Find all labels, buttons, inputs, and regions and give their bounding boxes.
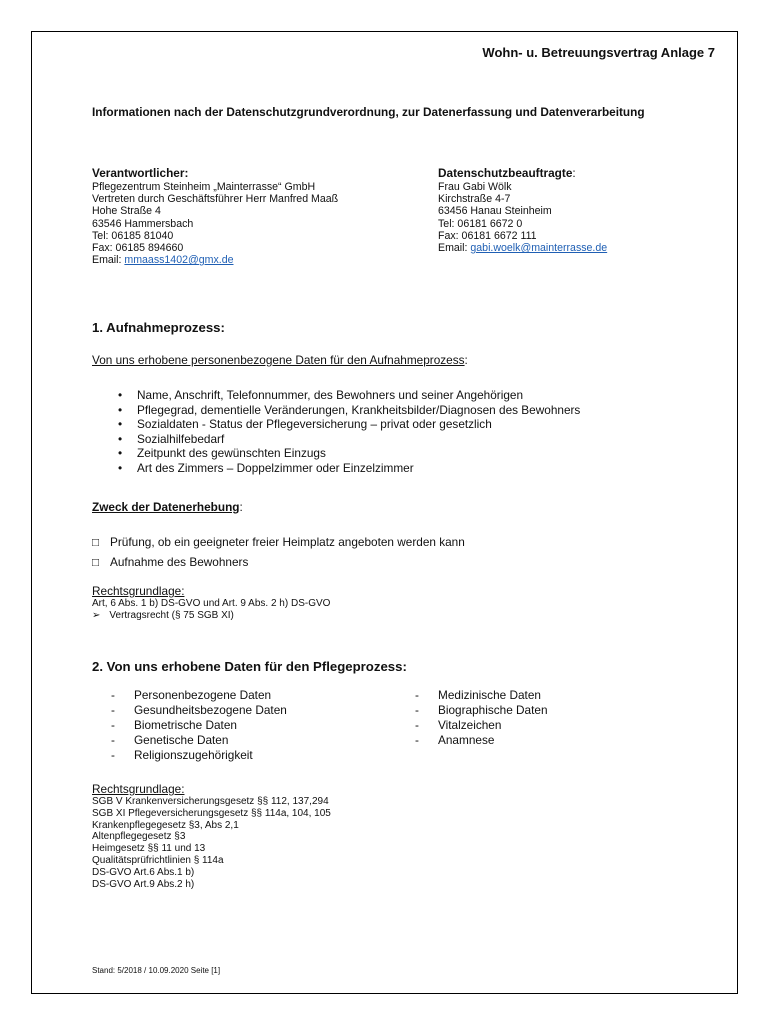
section1-bullet-list bbox=[92, 388, 580, 476]
legal-line: Altenpflegegesetz §3 bbox=[92, 831, 186, 843]
list-item bbox=[92, 461, 580, 476]
dash-icon: - bbox=[415, 733, 419, 747]
bullet-icon: • bbox=[118, 388, 123, 402]
dpo-line: 63456 Hanau Steinheim bbox=[438, 205, 552, 218]
data-category: Vitalzeichen bbox=[438, 718, 502, 732]
list-item bbox=[92, 718, 287, 733]
responsible-email-link[interactable]: mmaass1402@gmx.de bbox=[124, 254, 234, 267]
section2-heading: 2. Von uns erhobene Daten für den Pflegeprozess: bbox=[92, 659, 407, 674]
list-item bbox=[92, 688, 287, 703]
bullet-text: Pflegegrad, dementielle Veränderungen, Krankheitsbilder/Diagnosen des Bewohners bbox=[137, 402, 581, 417]
dpo-line: Fax: 06181 6672 111 bbox=[438, 229, 537, 242]
section1-subtitle-row bbox=[92, 353, 468, 367]
document-title: Wohn- u. Betreuungsvertrag Anlage 7 bbox=[482, 45, 715, 60]
data-category: Biographische Daten bbox=[438, 703, 548, 717]
responsible-line: Hohe Straße 4 bbox=[92, 205, 161, 218]
dpo-line: Tel: 06181 6672 0 bbox=[438, 217, 523, 230]
contract-line bbox=[92, 610, 330, 622]
dash-icon: - bbox=[111, 748, 115, 762]
dpo-email-row bbox=[438, 242, 607, 254]
dash-icon: - bbox=[111, 718, 115, 732]
legal-line: Qualitätsprüfrichtlinien § 114a bbox=[92, 854, 224, 866]
section1-subtitle: Von uns erhobene personenbezogene Daten für den Aufnahmeprozess bbox=[92, 353, 465, 367]
purpose-item bbox=[92, 532, 465, 552]
data-category: Personenbezogene Daten bbox=[134, 688, 272, 702]
dpo-line: Frau Gabi Wölk bbox=[438, 181, 512, 193]
bullet-icon: • bbox=[118, 431, 123, 446]
section2-right-list bbox=[396, 688, 548, 748]
responsible-line: Vertreten durch Geschäftsführer Herr Manfred Maaß bbox=[92, 193, 339, 206]
list-item bbox=[92, 432, 580, 447]
section1-legal-line: Art, 6 Abs. 1 b) DS-GVO und Art. 9 Abs. 2 h) DS-GVO bbox=[92, 598, 331, 609]
section2-legal-block bbox=[92, 782, 331, 890]
list-item bbox=[92, 403, 580, 418]
list-item bbox=[92, 388, 580, 403]
section1-subtitle-colon: : bbox=[464, 353, 468, 367]
checkbox-icon: □ bbox=[92, 555, 100, 569]
data-category: Medizinische Daten bbox=[438, 688, 541, 702]
bullet-text: Sozialhilfebedarf bbox=[137, 431, 225, 446]
list-item bbox=[92, 748, 287, 763]
section1-legal-block bbox=[92, 584, 330, 622]
purpose-heading-colon: : bbox=[239, 500, 243, 514]
list-item bbox=[396, 718, 548, 733]
responsible-email-label: Email: bbox=[92, 254, 125, 267]
dash-icon: - bbox=[415, 688, 419, 702]
purpose-list bbox=[92, 532, 465, 572]
dash-icon: - bbox=[111, 703, 115, 717]
section2-left-list bbox=[92, 688, 287, 763]
dpo-block bbox=[438, 166, 607, 254]
contract-text: Vertragsrecht (§ 75 SGB XI) bbox=[109, 609, 234, 621]
section1-legal-label: Rechtsgrundlage: bbox=[92, 584, 185, 598]
intro-heading: Informationen nach der Datenschutzgrundverordnung, zur Datenerfassung und Datenverarbeitung bbox=[92, 105, 645, 119]
bullet-icon: • bbox=[118, 460, 123, 475]
bullet-text: Name, Anschrift, Telefonnummer, des Bewohners und seiner Angehörigen bbox=[137, 388, 524, 402]
bullet-text: Sozialdaten - Status der Pflegeversicherung – privat oder gesetzlich bbox=[137, 417, 492, 432]
list-item bbox=[92, 417, 580, 432]
dash-icon: - bbox=[111, 688, 115, 702]
dpo-heading bbox=[438, 166, 607, 181]
responsible-line: 63546 Hammersbach bbox=[92, 217, 194, 230]
purpose-text: Prüfung, ob ein geeigneter freier Heimplatz angeboten werden kann bbox=[110, 535, 465, 549]
list-item bbox=[92, 733, 287, 748]
purpose-item bbox=[92, 552, 465, 572]
arrow-icon: ➢ bbox=[92, 609, 101, 621]
bullet-icon: • bbox=[118, 446, 123, 461]
bullet-icon: • bbox=[118, 402, 123, 417]
page-footer: Stand: 5/2018 / 10.09.2020 Seite [1] bbox=[92, 966, 221, 975]
list-item bbox=[396, 703, 548, 718]
bullet-text: Zeitpunkt des gewünschten Einzugs bbox=[137, 446, 326, 461]
legal-line: SGB XI Pflegeversicherungsgesetz §§ 114a, 104, 105 bbox=[92, 807, 331, 819]
dpo-email-label: Email: bbox=[438, 242, 471, 255]
data-category: Biometrische Daten bbox=[134, 718, 237, 732]
dash-icon: - bbox=[111, 733, 115, 747]
bullet-text: Art des Zimmers – Doppelzimmer oder Einzelzimmer bbox=[137, 460, 414, 475]
section2-legal-label: Rechtsgrundlage: bbox=[92, 782, 185, 796]
dpo-email-link[interactable]: gabi.woelk@mainterrasse.de bbox=[470, 242, 608, 255]
responsible-email-row bbox=[92, 254, 338, 266]
legal-line: DS-GVO Art.9 Abs.2 h) bbox=[92, 878, 195, 890]
responsible-line: Fax: 06185 894660 bbox=[92, 242, 184, 255]
legal-line: SGB V Krankenversicherungsgesetz §§ 112, 137,294 bbox=[92, 796, 329, 807]
checkbox-icon: □ bbox=[92, 535, 100, 549]
section1-heading: 1. Aufnahmeprozess: bbox=[92, 320, 225, 335]
purpose-text: Aufnahme des Bewohners bbox=[110, 555, 249, 569]
legal-line: Krankenpflegegesetz §3, Abs 2,1 bbox=[92, 819, 239, 831]
responsible-line: Tel: 06185 81040 bbox=[92, 229, 174, 242]
purpose-heading: Zweck der Datenerhebung bbox=[92, 500, 240, 514]
list-item bbox=[396, 733, 548, 748]
bullet-icon: • bbox=[118, 417, 123, 432]
dpo-heading-text: Datenschutzbeauftragte bbox=[438, 166, 573, 180]
list-item bbox=[396, 688, 548, 703]
data-category: Genetische Daten bbox=[134, 733, 229, 747]
list-item bbox=[92, 446, 580, 461]
responsible-heading: Verantwortlicher: bbox=[92, 166, 189, 180]
data-category: Gesundheitsbezogene Daten bbox=[134, 703, 287, 717]
list-item bbox=[92, 703, 287, 718]
legal-line: Heimgesetz §§ 11 und 13 bbox=[92, 843, 206, 855]
responsible-line: Pflegezentrum Steinheim „Mainterrasse“ GmbH bbox=[92, 181, 316, 193]
dpo-line: Kirchstraße 4-7 bbox=[438, 193, 511, 206]
purpose-heading-row bbox=[92, 500, 243, 514]
data-category: Religionszugehörigkeit bbox=[134, 748, 253, 762]
responsible-block bbox=[92, 166, 338, 266]
legal-line: DS-GVO Art.6 Abs.1 b) bbox=[92, 866, 195, 878]
dash-icon: - bbox=[415, 703, 419, 717]
dash-icon: - bbox=[415, 718, 419, 732]
dpo-heading-colon: : bbox=[572, 166, 576, 180]
document-page bbox=[31, 31, 738, 994]
data-category: Anamnese bbox=[438, 733, 495, 747]
